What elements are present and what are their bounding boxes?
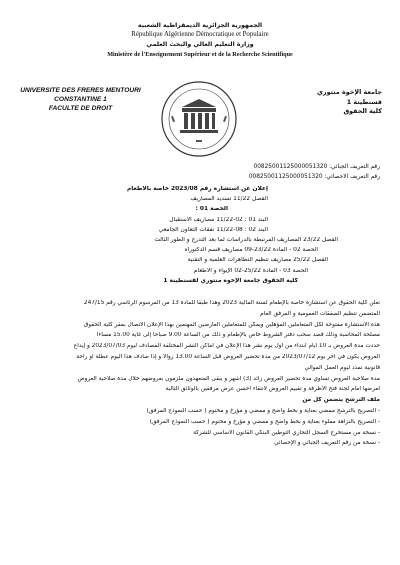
- institution-fr: [18, 86, 143, 113]
- paragraph-line: قانونية تمدد ليوم العمل الموالي: [304, 364, 380, 371]
- institution-fr-line1: UNIVERSITE DES FRERES MENTOURI: [20, 87, 141, 94]
- chapter-1: الفصل 11/22 تسديد المصاريف: [190, 196, 268, 203]
- lot-2: الحصة 02 - المادة 23/22-09 مصاريف قسم الدكتوراه: [184, 247, 318, 254]
- doc-item: - نسخة من رقم التعريف الجبائي و الإحصائي: [274, 440, 380, 447]
- chapter-2: الفصل 23/22 المصاريف المرتبطة بالدراسات لما بعد التدرج و الطور الثالث: [154, 236, 338, 243]
- paragraph-line: مدة صلاحية العروض تساوي مدة تحضير العروض زائد (3) أشهر و يبقى المتعهدون ملزمون بعروضهم خلال مدة صلاحية العروض: [77, 375, 380, 382]
- institution-ar-line2: قسنطينة 1: [346, 97, 382, 106]
- paragraph-line: حددت مدة العروض بـ 10 أيام ابتداء من أول يوم نشر هذا الإعلان في أماكن النشر المختلفة المصادف ليوم 2023/07/03 و إيداع: [73, 343, 380, 350]
- paragraph-line: العروض يكون في آخر يوم 2023/07/12 من مدة تحضير العروض قبل الساعة 13.00 زوالا و إذا صادف هذا اليوم عطلة أو راحة: [76, 353, 380, 360]
- statistical-id: رقم التعريف الاحصائي: 00825001125000051320: [248, 174, 380, 180]
- institution-fr-line2: CONSTANTINE 1: [54, 96, 107, 103]
- paragraph-line: هذه الاستشارة مفتوحة لكل المتعاملين المؤهلين ويمكن للمتعاملين العارضين المهتمين بهذا الإعلان الاتصال بمقر كلية الحقوق: [83, 321, 380, 328]
- faculty-line: كلية الحقوق جامعة الإخوة منتوري لقسنطينة 1: [163, 277, 298, 284]
- fiscal-id: رقم التعريف الجبائي: 00825001125000051320: [253, 164, 380, 170]
- paragraph-line: المتضمن تنظيم الصفقات العمومية و المرفق العام: [260, 310, 380, 317]
- lot-3: الحصة 03 - المادة 25/22-02 الإيواء و الاطعام: [193, 267, 308, 274]
- paragraph-line: تعلن كلية الحقوق عن استشارة خاصة بالإطعام لسنة المالية 2023 وهذا طبقا للمادة 13 من المرسوم الرئاسي رقم 247/15: [83, 300, 380, 306]
- institution-fr-line3: FACULTE DE DROIT: [48, 105, 113, 112]
- university-logo-icon: [160, 80, 238, 158]
- institution-ar-line3: كلية الحقوق: [343, 107, 382, 115]
- announcement-title: إعلان عن استشارة رقم 2023/08 خاصة بالاطعام: [126, 186, 268, 192]
- republic-ar: الجمهورية الجزائرية الديمقراطية الشعبية: [137, 22, 263, 29]
- paragraph-line: مصلحة المحاسبة وذلك قصد سحب دفتر الشروط خاص بالإطعام و ذلك من الساعة 9.00 صباحا إلى غاية 15.00 مساءا: [96, 332, 380, 339]
- docs-title: ملف الترشح يتضمن كل من: [302, 397, 380, 404]
- announcement-block: [22, 186, 378, 288]
- institution-ar-line1: جامعة الإخوة منتوري: [317, 88, 382, 96]
- doc-item: - التصريح بالترشح ممضي بعناية و بخط واضح و ممضي و مؤرخ و مختوم ( حسب النموذج المرفق): [146, 407, 380, 414]
- doc-item: - نسخة من مستخرج السجل التجاري التوطين البنكي القانون الأساسي للشركة: [193, 429, 380, 436]
- lot-1: الحصة 01 :: [195, 206, 228, 213]
- doc-item: - التصريح بالنزاهة مملوء بعناية و بخط واضح و ممضي و مؤرخ و مختوم ( حسب النموذج المرفق): [149, 418, 380, 425]
- item-2: البند 02 : 08-11/22 نفقات التعاون الجامعي: [158, 226, 268, 233]
- institution-ar: [272, 88, 382, 117]
- paragraph-line: لعرضها أمام لجنة فتح الأظرفة و تقييم العروض لانتقاء أحسن عرض مرفقين بالوثائق التالية: [165, 386, 380, 393]
- item-1: البند 01 : 02-11/22 مصاريف الاستقبال: [169, 216, 268, 223]
- announcement-paragraphs: [18, 300, 380, 451]
- republic-fr: République Algérienne Démocratique et Populaire: [131, 31, 269, 38]
- ministry-ar: وزارة التعليم العالي والبحث العلمي: [146, 41, 254, 48]
- ministry-fr: Ministère de l'Enseignement Supérieur et de la Recherche Scientifique: [107, 51, 293, 58]
- chapter-3: الفصل 25/22 مصاريف تنظيم التظاهرات العلمية و التقنية: [187, 257, 328, 264]
